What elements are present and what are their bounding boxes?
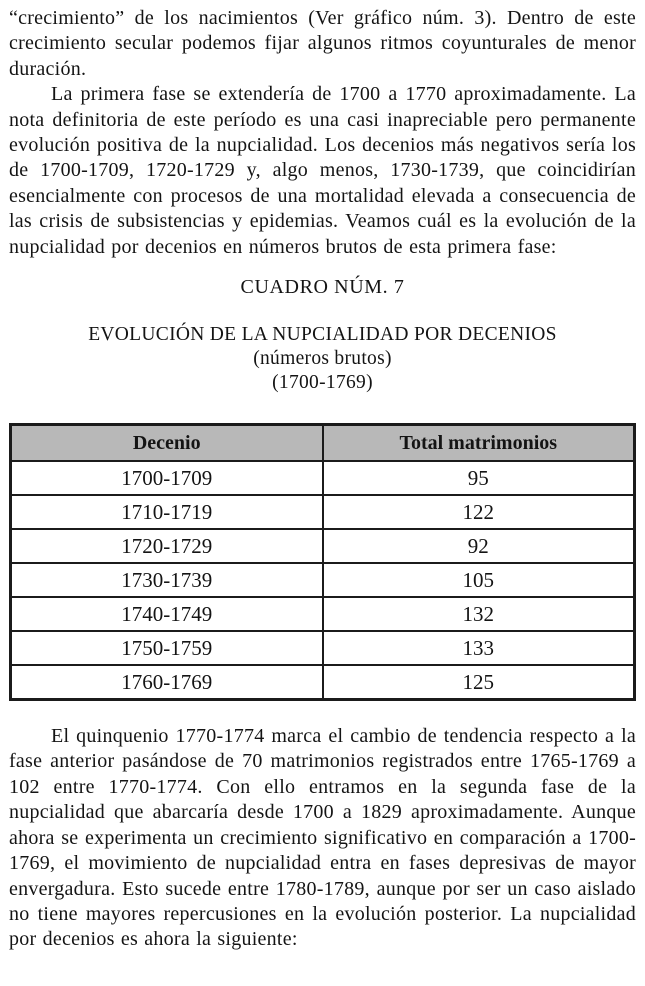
table-row — [11, 563, 635, 597]
table-row — [11, 495, 635, 529]
cell-total: 133 — [323, 631, 635, 665]
header-decenio: Decenio — [11, 425, 323, 462]
paragraph-second-phase: El quinquenio 1770-1774 marca el cambio de tendencia respecto a la fase anterior pasándose de 70 matrimonios registrados entre 1765-1769 a 102 entre 1770-1774. Con ello entramos en la segunda fase de la nupcialidad que abarcaría desde 1700 a 1829 aproximadamente. Aunque ahora se experimenta un crecimiento significativo en comparación a 1700-1769, el movimiento de nupcialidad entra en fases depresivas de mayor envergadura. Esto sucede entre 1780-1789, aunque por ser un caso aislado no tiene mayores repercusiones en la evolución posterior. La nupcialidad por decenios es ahora la siguiente: — [9, 725, 636, 951]
table-title — [9, 323, 636, 395]
cell-total: 92 — [323, 529, 635, 563]
table-title-line1: EVOLUCIÓN DE LA NUPCIALIDAD POR DECENIOS — [88, 324, 557, 346]
table-row — [11, 597, 635, 631]
cell-total: 125 — [323, 665, 635, 700]
table-title-line3: (1700-1769) — [272, 372, 373, 394]
cell-decenio: 1750-1759 — [11, 631, 323, 665]
table-header-row — [11, 425, 635, 462]
cell-decenio: 1760-1769 — [11, 665, 323, 700]
table-caption: CUADRO NÚM. 7 — [240, 276, 405, 299]
cell-total: 105 — [323, 563, 635, 597]
cell-decenio: 1740-1749 — [11, 597, 323, 631]
table-row — [11, 631, 635, 665]
header-total-matrimonios: Total matrimonios — [323, 425, 635, 462]
nupciality-table — [9, 423, 636, 701]
cell-total: 132 — [323, 597, 635, 631]
paragraph-intro: “crecimiento” de los nacimientos (Ver gráfico núm. 3). Dentro de este crecimiento secular podemos fijar algunos ritmos coyunturales de menor duración. — [9, 7, 636, 80]
table-row — [11, 461, 635, 495]
table-title-line2: (números brutos) — [253, 348, 392, 370]
cell-decenio: 1700-1709 — [11, 461, 323, 495]
cell-decenio: 1710-1719 — [11, 495, 323, 529]
cell-decenio: 1730-1739 — [11, 563, 323, 597]
cell-decenio: 1720-1729 — [11, 529, 323, 563]
table-row — [11, 529, 635, 563]
table-row — [11, 665, 635, 700]
paragraph-first-phase: La primera fase se extendería de 1700 a 1770 aproximadamente. La nota definitoria de este período es una casi inapreciable pero permanente evolución positiva de la nupcialidad. Los decenios más negativos sería los de 1700-1709, 1720-1729 y, algo menos, 1730-1739, que coincidirían esencialmente con procesos de una mortalidad elevada a consecuencia de las crisis de subsistencias y epidemias. Veamos cuál es la evolución de la nupcialidad por decenios en números brutos de esta primera fase: — [9, 83, 636, 258]
cell-total: 95 — [323, 461, 635, 495]
cell-total: 122 — [323, 495, 635, 529]
